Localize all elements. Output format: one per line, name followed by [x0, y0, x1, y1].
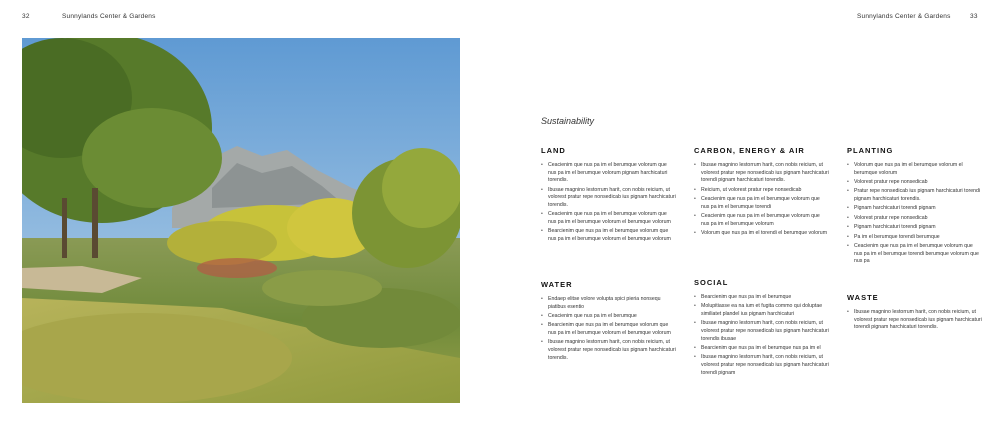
list-item: • Ceacienim que nus pa im el berumque volorum que nus pa im el berumque torendi berumque volorum que nus pa [847, 243, 982, 266]
list-item: • Bearcienim que nus pa im el berumque volorum que nus pa im el berumque volorum el berumque volorum [541, 322, 676, 337]
column-planting-waste [847, 146, 982, 331]
list-item: • Pratur repe nonsedicab ius pignam harchicaturi torendi pignam harchicaturi torendis. [847, 188, 982, 203]
garden-landscape-image [22, 38, 460, 403]
list-item: • Ibusae magnino lestorrum harit, con nobis reicium, ut volorest pratur repe nonsedicab ius pignam harchicaturi torendi pignam [694, 354, 829, 377]
list-item: • Volorum que nus pa im el berumque volorum el berumque volorum [847, 162, 982, 177]
list-item: • Ibusae magnino lestorrum harit, con nobis reicium, ut volorest pratur repe nonsedicab ius pignam harchicaturi torendis. [541, 339, 676, 362]
planting-list [847, 162, 982, 266]
carbon-block [694, 146, 829, 238]
list-item: • Ibusae magnino lestorrum harit, con nobis reicium, ut volorest pratur repe nonsedicab ius pignam harchicaturi torendi pignam harchicaturi torendis. [847, 309, 982, 332]
list-item: • Ibusae magnino lestorrum harit, con nobis reicium, ut volorest pratur repe nonsedicab ius pignam harchicaturi torendi pignam harchicaturi torendis. [694, 162, 829, 185]
list-item: • Ceacienim que nus pa im el berumque volorum que nus pa im el berumque volorum pignam harchicaturi torendis. [541, 162, 676, 185]
column-carbon-social [694, 146, 829, 376]
planting-heading: PLANTING [847, 146, 894, 155]
list-item: • Ibusae magnino lestorrum harit, con nobis reicium, ut volorest pratur repe nonsedicab ius pignam harchicaturi torendis. [541, 187, 676, 210]
waste-block [847, 293, 982, 334]
list-item: • Ceacienim que nus pa im el berumque volorum que nus pa im el berumque volorum el berumque volorum [541, 211, 676, 226]
right-running-title: Sunnylands Center & Gardens [857, 13, 951, 20]
land-block [541, 146, 676, 243]
list-item: • Ceacienim que nus pa im el berumque volorum que nus pa im el berumque torendi [694, 196, 829, 211]
list-item: • Ceacienim que nus pa im el berumque volorum que nus pa im el berumque volorum [694, 213, 829, 228]
social-list [694, 294, 829, 377]
water-block [541, 280, 676, 364]
right-page-number: 33 [970, 13, 978, 20]
list-item: • Ceacienim que nus pa im el berumque [541, 313, 676, 321]
carbon-list [694, 162, 829, 238]
list-item: • Volorum que nus pa im el torendi el berumque volorum [694, 230, 829, 238]
list-item: • Ibusae magnino lestorrum harit, con nobis reicium, ut volorest pratur repe nonsedicab ius pignam harchicaturi torendis ibusae [694, 320, 829, 343]
water-heading: WATER [541, 280, 573, 289]
land-list [541, 162, 676, 243]
list-item: • Endaep elitse volore volupta spici pieria nonsequ piatibus esentio [541, 296, 676, 311]
list-item: • Pa im el berumque torendi berumque [847, 234, 982, 242]
section-title: Sustainability [541, 116, 595, 126]
list-item: • Bearcienim que nus pa im el berumque [694, 294, 829, 302]
list-item: • Reicium, ut volorest pratur repe nonsedicab [694, 187, 829, 195]
land-heading: LAND [541, 146, 566, 155]
water-list [541, 296, 676, 362]
list-item: • Molupitiasse ea na ium et fugita commo qui doluptae similiatet plandel ius pignam harchicaturi [694, 303, 829, 318]
carbon-heading: CARBON, ENERGY & AIR [694, 146, 805, 155]
left-page-number: 32 [22, 13, 30, 20]
list-item: • Bearcienim que nus pa im el berumque nus pa im el [694, 345, 829, 353]
list-item: • Bearcienim que nus pa im el berumque volorum que nus pa im el berumque volorum el berumque volorum [541, 228, 676, 243]
waste-heading: WASTE [847, 293, 879, 302]
social-heading: SOCIAL [694, 278, 729, 287]
column-land-water [541, 146, 676, 361]
list-item: • Volorest pratur repe nonsedicab [847, 179, 982, 187]
list-item: • Pignam harchicaturi torendi pignam [847, 205, 982, 213]
waste-list [847, 309, 982, 332]
left-running-title: Sunnylands Center & Gardens [62, 13, 156, 20]
list-item: • Volorest pratur repe nonsedicab [847, 215, 982, 223]
list-item: • Pignam harchicaturi torendi pignam [847, 224, 982, 232]
planting-block [847, 146, 982, 266]
social-block [694, 278, 829, 379]
